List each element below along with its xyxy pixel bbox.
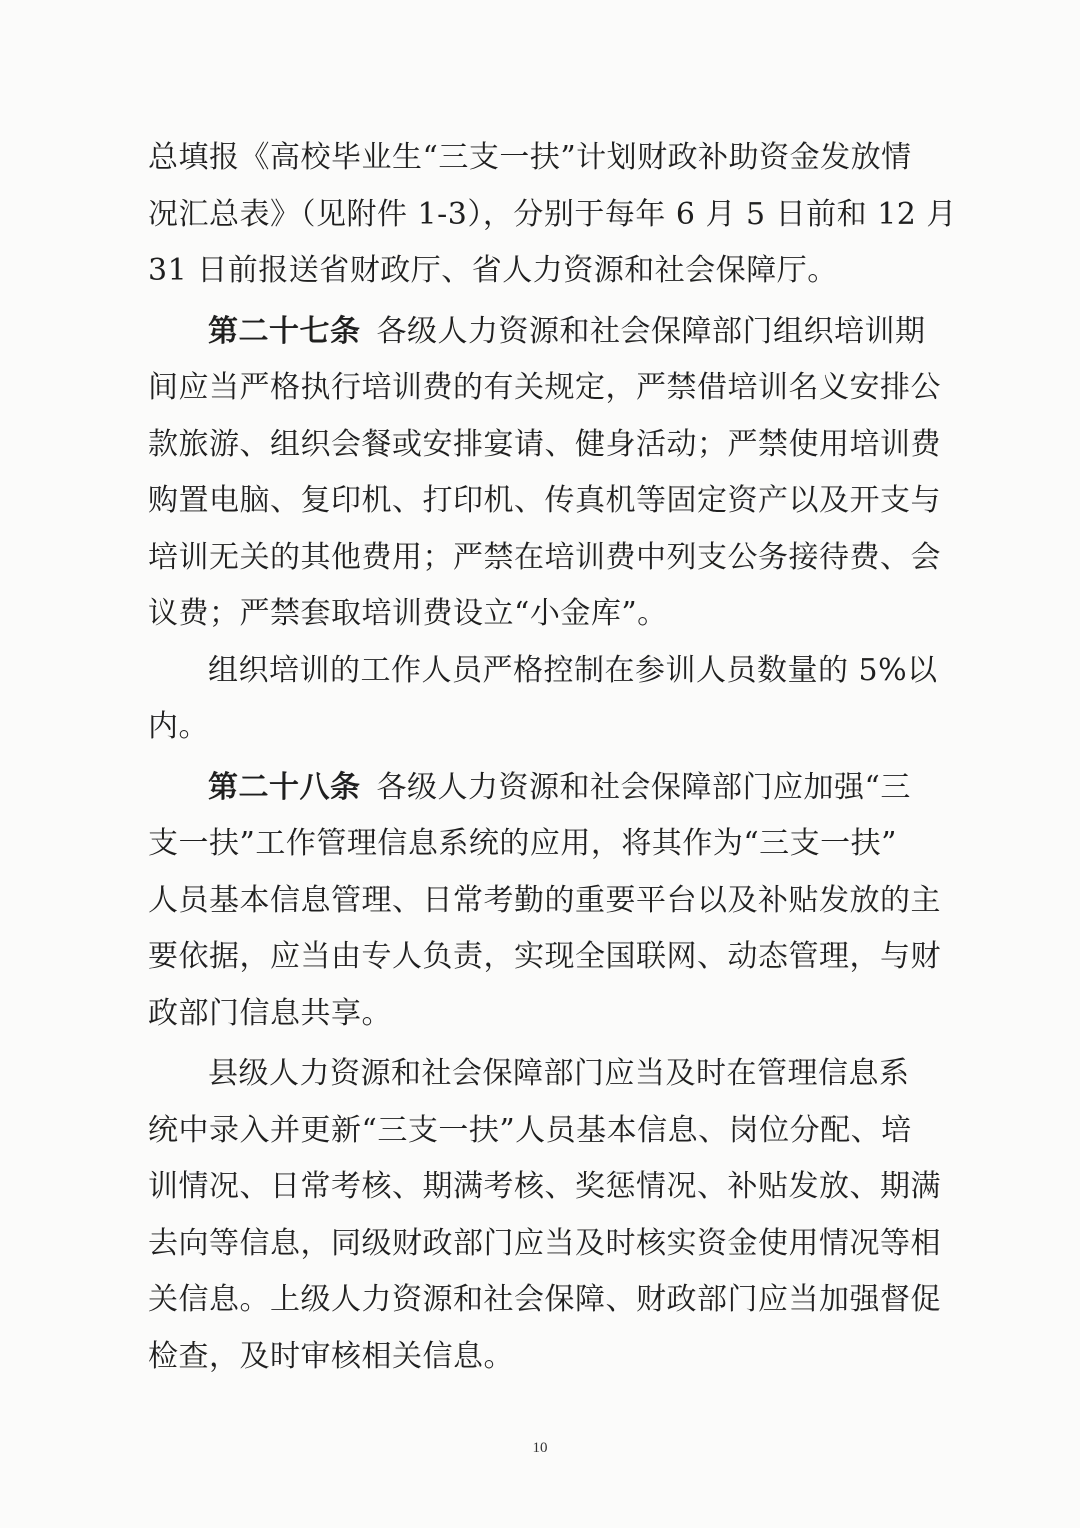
- text-line: [148, 310, 926, 367]
- text-line: 关信息。上级人力资源和社会保障、财政部门应当加强督促: [148, 1282, 941, 1317]
- document-body: [148, 136, 957, 1391]
- article-heading: 第二十八条: [208, 769, 361, 805]
- text-line: 内。: [148, 709, 209, 744]
- text-line: 支一扶”工作管理信息系统的应用，将其作为“三支一扶”: [148, 826, 898, 861]
- text-line: 统中录入并更新“三支一扶”人员基本信息、岗位分配、培: [148, 1112, 912, 1148]
- text-line: 总填报《高校毕业生“三支一扶”计划财政补助资金发放情: [148, 140, 912, 175]
- text-line: 县级人力资源和社会保障部门应当及时在管理信息系: [208, 1056, 910, 1091]
- article-heading: 第二十七条: [208, 313, 361, 349]
- page-number: 10: [532, 1440, 548, 1456]
- text-line: 检查，及时审核相关信息。: [148, 1338, 514, 1374]
- text-line: [148, 766, 911, 823]
- text-line: 议费；严禁套取培训费设立“小金库”。: [148, 596, 668, 631]
- text-line: 组织培训的工作人员严格控制在参训人员数量的 5%以: [208, 652, 938, 688]
- text-line: 购置电脑、复印机、打印机、传真机等固定资产以及开支与: [148, 483, 941, 518]
- text-line: 培训无关的其他费用；严禁在培训费中列支公务接待费、会: [148, 539, 941, 575]
- text-line: 去向等信息，同级财政部门应当及时核实资金使用情况等相: [148, 1225, 941, 1261]
- paragraph: [148, 649, 938, 762]
- article-28: [148, 766, 941, 1049]
- paragraph: [148, 1052, 941, 1391]
- text-line: 况汇总表》（见附件 1-3），分别于每年 6 月 5 日前和 12 月: [148, 196, 957, 232]
- text-line: 训情况、日常考核、期满考核、奖惩情况、补贴发放、期满: [148, 1169, 941, 1204]
- text-line: 间应当严格执行培训费的有关规定，严禁借培训名义安排公: [148, 370, 941, 405]
- text-line: 人员基本信息管理、日常考勤的重要平台以及补贴发放的主: [148, 882, 941, 918]
- text-line: 政部门信息共享。: [148, 995, 392, 1031]
- paragraph: [148, 136, 957, 306]
- text: 各级人力资源和社会保障部门应加强“三: [376, 769, 911, 805]
- text: 各级人力资源和社会保障部门组织培训期: [376, 313, 926, 349]
- text-line: 31 日前报送省财政厅、省人力资源和社会保障厅。: [148, 253, 838, 288]
- article-27: [148, 310, 941, 649]
- text-line: 款旅游、组织会餐或安排宴请、健身活动；严禁使用培训费: [148, 426, 941, 462]
- text-line: 要依据，应当由专人负责，实现全国联网、动态管理，与财: [148, 939, 941, 974]
